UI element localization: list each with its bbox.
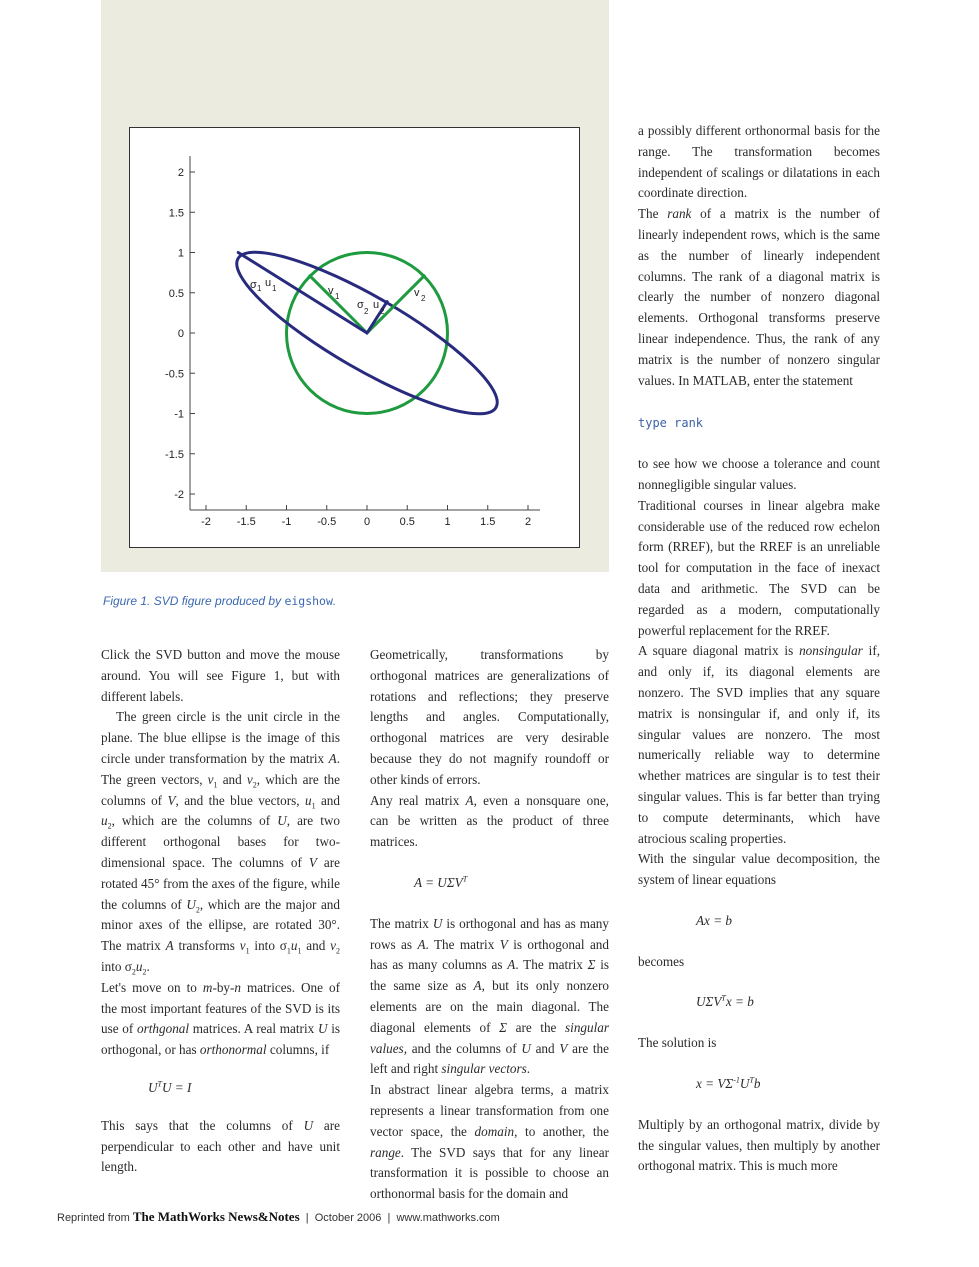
label-v2: v xyxy=(414,287,420,299)
x-tick-label: 1.5 xyxy=(480,516,496,528)
x-tick-label: -2 xyxy=(201,516,211,528)
paragraph: Let's move on to m-by-n matrices. One of the most important features of the SVD is its use of orthgonal matrices. A real matrix U is orthogonal, or has orthonormal columns, if xyxy=(101,979,340,1058)
paragraph: The green circle is the unit circle in the plane. The blue ellipse is the image of this circle under transformation by the matrix A. The green vectors, $v_1$ and $v_2$, which are the columns of V, and the blue vectors, $u_1$ and $u_2$, which are the columns of U, are two different orthogonal bases for two-dimensional space. The columns of V are rotated 45° from the axes of the figure, while the columns of $U_2$, which are the major and minor axes of the ellipse, are rotated 30°. The matrix A transforms $v_1$ into $\sigma_1u_1$ and $v_2$ into $\sigma_2u_2$. xyxy=(101,709,341,977)
label-v2-sub: 2 xyxy=(421,294,426,303)
equation: Ax = b xyxy=(696,912,732,928)
equation: $U^TU = I$ xyxy=(148,1079,192,1095)
x-tick-label: -1 xyxy=(281,516,292,528)
paragraph: Multiply by an orthogonal matrix, divide by the singular values, then multiply by another orthogonal matrix. This is much more xyxy=(638,1116,880,1174)
plot-shapes xyxy=(220,227,514,439)
paragraph: The solution is xyxy=(638,1035,717,1051)
paragraph: Any real matrix A, even a nonsquare one, can be written as the product of three matrices. xyxy=(370,792,609,850)
label-v1-sub: 1 xyxy=(335,292,340,301)
caption-code: eigshow xyxy=(284,594,333,608)
y-tick-label: 1.5 xyxy=(168,207,184,220)
label-s2u2-u-sub: 2 xyxy=(380,307,385,316)
paragraph: With the singular value decomposition, the system of linear equations xyxy=(638,851,880,888)
y-tick-label: 2 xyxy=(177,167,184,179)
paragraph: a possibly different orthonormal basis for the range. The transformation becomes independent of scalings or dilatations in each coordinate direction. xyxy=(638,123,880,201)
plot-axes xyxy=(165,156,540,528)
text-column-1 xyxy=(101,645,340,1178)
paragraph: Traditional courses in linear algebra make considerable use of the reduced row echelon form (RREF), but the RREF is an unreliable tool for computation in the face of inexact data and arithmetic. The SVD can be regarded as a modern, computationally powerful replacement for the RREF. xyxy=(638,497,880,638)
equation: $U\Sigma V^Tx = b$ xyxy=(696,994,754,1010)
label-s1u1-sigma: σ xyxy=(250,279,257,291)
y-tick-label: 1 xyxy=(177,247,184,260)
text-column-2 xyxy=(370,645,609,1205)
label-s1u1-u: u xyxy=(265,277,272,289)
paragraph: A square diagonal matrix is nonsingular if, and only if, its diagonal elements are nonzero. The SVD implies that any square matrix is nonsingular if, and only if, its singular values are nonzero. The most numerically reliable way to determine whether matrices are singular is to test their singular values. This is far better than trying to compute determinants, which have atrocious scaling properties. xyxy=(638,643,881,846)
code-snippet: type rank xyxy=(638,416,704,431)
label-s2u2-sigma: σ xyxy=(357,299,364,311)
paragraph: becomes xyxy=(638,953,685,969)
caption-end: . xyxy=(332,594,337,608)
y-tick-label: -2 xyxy=(174,489,184,501)
paragraph: Click the SVD button and move the mouse around. You will see Figure 1, but with different labels. xyxy=(101,647,340,704)
label-s1u1-sigma-sub: 1 xyxy=(257,284,262,293)
x-tick-label: 2 xyxy=(524,516,532,528)
text-column-3 xyxy=(638,121,880,1177)
x-tick-label: -0.5 xyxy=(317,516,337,528)
label-s1u1-u-sub: 1 xyxy=(272,284,277,293)
y-tick-label: -1 xyxy=(174,408,184,421)
footer-prefix: Reprinted from xyxy=(57,1212,133,1224)
x-tick-label: -1.5 xyxy=(236,516,256,528)
caption-text: Figure 1. SVD figure produced by xyxy=(103,594,285,608)
figure-caption xyxy=(103,594,336,608)
footer-url[interactable]: www.mathworks.com xyxy=(396,1212,500,1224)
label-s2u2-sigma-sub: 2 xyxy=(364,307,369,316)
x-tick-label: 1 xyxy=(444,516,451,528)
paragraph: The matrix U is orthogonal and has as many rows as A. The matrix V is orthogonal and has as many columns as A. The matrix Σ is the same size as A, but its only nonzero elements are on the main diagonal. The diagonal elements of Σ are the singular values, and the columns of U and V are the left and right singular vectors. xyxy=(370,915,610,1077)
equation: $x = V\Sigma^{-1}U^Tb$ xyxy=(696,1075,761,1092)
y-tick-label: -1.5 xyxy=(165,448,184,461)
svd-plot xyxy=(130,128,581,549)
paragraph: In abstract linear algebra terms, a matrix represents a linear transformation from one vector space, the domain, to another, the range. The SVD says that for any linear transformation it is possible to choose an orthonormal basis for the domain and xyxy=(370,1082,609,1202)
y-tick-label: -0.5 xyxy=(165,368,184,381)
equation: $A = U\Sigma V^T$ xyxy=(414,874,468,890)
x-tick-label: 0.5 xyxy=(399,516,415,528)
paragraph: Geometrically, transformations by orthogonal matrices are generalizations of rotations and reflections; they preserve lengths and angles. Computationally, orthogonal matrices are very desirable because they do not magnify roundoff or other kinds of errors. xyxy=(370,647,609,787)
paragraph: This says that the columns of U are perpendicular to each other and have unit length. xyxy=(101,1117,340,1175)
y-tick-label: 0 xyxy=(177,328,184,340)
footer-date: October 2006 xyxy=(314,1212,382,1224)
label-s2u2-u: u xyxy=(373,299,380,311)
paragraph: The rank of a matrix is the number of linearly independent rows, which is the same as the number of linearly independent columns. The rank of a diagonal matrix is clearly the number of nonzero diagonal elements. Orthogonal transforms preserve linear independence. Thus, the rank of any matrix is the number of nonzero singular values. In MATLAB, enter the statement xyxy=(638,206,880,388)
page-footer: Reprinted from The MathWorks News&Notes | October 2006 | www.mathworks.com xyxy=(57,1209,500,1224)
y-tick-label: 0.5 xyxy=(168,287,184,300)
label-v1: v xyxy=(328,285,334,297)
x-tick-label: 0 xyxy=(363,516,371,528)
paragraph: to see how we choose a tolerance and count nonnegligible singular values. xyxy=(638,456,880,492)
footer-publication: The MathWorks News&Notes xyxy=(132,1209,300,1224)
svd-figure xyxy=(129,127,580,548)
